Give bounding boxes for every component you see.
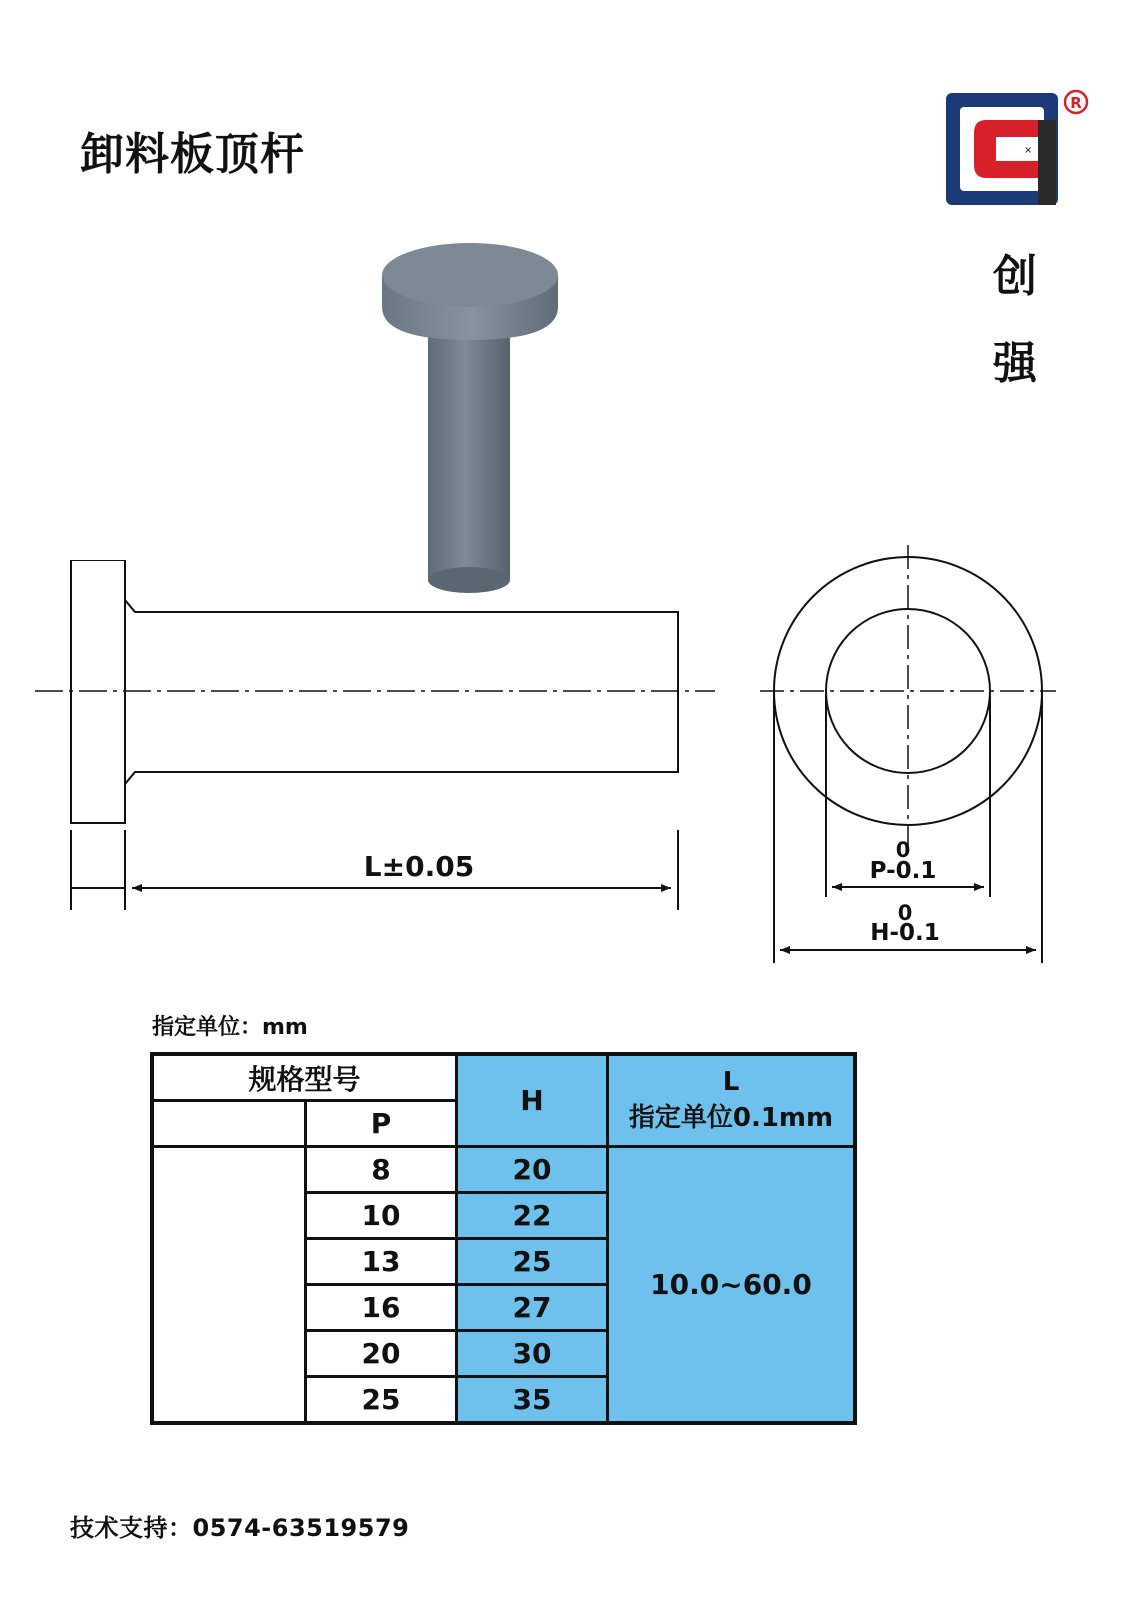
model-blank-cell (152, 1147, 306, 1424)
side-view-drawing (35, 560, 735, 930)
p-tolerance-upper: 0 (895, 838, 911, 862)
cell-h: 35 (457, 1377, 608, 1424)
cell-h: 20 (457, 1147, 608, 1193)
brand-char-chuang: 创 (993, 251, 1037, 302)
pin-3d-render (370, 235, 590, 605)
spec-table (150, 1052, 857, 1425)
cell-p: 13 (306, 1239, 457, 1285)
h-tolerance-upper: 0 (897, 901, 913, 925)
cell-l-range: 10.0~60.0 (608, 1147, 856, 1424)
header-p: P (306, 1101, 457, 1147)
brand-char-qiang: 强 (993, 338, 1037, 389)
tech-support-contact: 技术支持：0574-63519579 (70, 1514, 410, 1542)
p-dimension-label: P-0.1 (869, 858, 937, 884)
h-dimension-label: H-0.1 (870, 920, 940, 946)
table-header-row (152, 1054, 855, 1101)
page-title: 卸料板顶杆 (80, 129, 305, 180)
header-h: H (457, 1054, 608, 1147)
cell-h: 25 (457, 1239, 608, 1285)
end-view-drawing (760, 545, 1080, 985)
cell-h: 27 (457, 1285, 608, 1331)
header-spec: 规格型号 (152, 1054, 457, 1101)
cell-h: 30 (457, 1331, 608, 1377)
table-row (152, 1147, 855, 1193)
unit-note: 指定单位：mm (152, 1015, 308, 1040)
brand-logo (938, 85, 1093, 215)
header-l (608, 1054, 856, 1147)
cell-p: 10 (306, 1193, 457, 1239)
cell-p: 16 (306, 1285, 457, 1331)
cell-p: 25 (306, 1377, 457, 1424)
cell-p: 8 (306, 1147, 457, 1193)
cell-p: 20 (306, 1331, 457, 1377)
header-l-unit: 指定单位0.1mm (628, 1103, 834, 1133)
length-dimension-label: L±0.05 (363, 850, 475, 883)
svg-text:R: R (1070, 94, 1082, 112)
header-blank (152, 1101, 306, 1147)
cell-h: 22 (457, 1193, 608, 1239)
header-l-title: L (722, 1067, 740, 1097)
svg-text:×: × (1024, 145, 1033, 156)
